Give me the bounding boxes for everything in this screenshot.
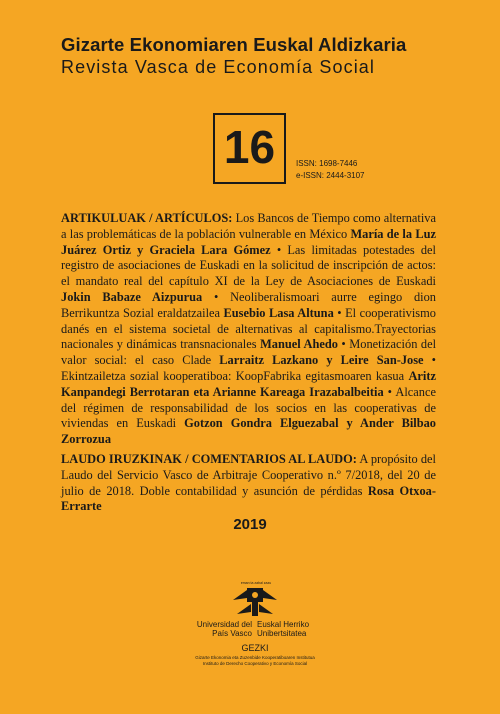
issn-block bbox=[296, 158, 365, 182]
journal-subtitle: Revista Vasca de Economía Social bbox=[61, 57, 376, 77]
article-authors: Manuel Ahedo bbox=[260, 337, 338, 352]
article-title: Neoliberalismoari aurre egingo dion Berrikuntza Sozial eraldatzailea bbox=[61, 289, 436, 320]
institute-name: GEZKI bbox=[241, 643, 269, 653]
article-title: El cooperativismo danés en el sistema societal de alternativas al capitalismo.Trayectorias nacionales y dinámicas transnacionales bbox=[61, 305, 436, 352]
article-authors: Jokin Babaze Aizpurua bbox=[61, 289, 203, 304]
article-authors: Aritz Kanpandegi Berrotaran eta Arianne Kareaga Irazabalbeitia bbox=[61, 368, 436, 399]
institute-desc-eu: Gizarte Ekonomia eta Zuzenbide Kooperatiboaren Institutua bbox=[195, 655, 315, 660]
article-title: Monetización del valor social: el caso Clade bbox=[61, 337, 437, 368]
publication-year: 2019 bbox=[233, 516, 267, 533]
article-authors: Eusebio Lasa Altuna bbox=[223, 305, 334, 320]
article-title: Las limitadas potestades del registro de asociaciones de Euskadi en la solicitud de inscripción de actos: el mandato real del capítulo XI de la Ley de Asociaciones de Euskadi bbox=[61, 242, 436, 289]
university-logo-block bbox=[190, 581, 320, 704]
comment-text: A propósito del Laudo del Servicio Vasco de Arbitraje Cooperativo n.º 7/2018, del 20 de julio de 2018. Doble contabilidad y asunción de pérdidas bbox=[61, 451, 436, 498]
issue-number: 16 bbox=[223, 121, 276, 173]
institute-description bbox=[180, 655, 330, 667]
journal-title: Gizarte Ekonomiaren Euskal Aldizkaria bbox=[61, 34, 407, 55]
article-authors: María de la Luz Juárez Ortiz y Graciela Lara Gómez bbox=[61, 226, 436, 257]
issn: ISSN: 1698-7446 bbox=[296, 159, 358, 168]
articles-section: ARTIKULUAK / ARTÍCULOS: Los Bancos de Tiempo como alternativa a las problemáticas de la población vulnerable en México María de la Luz Juárez Ortiz y Graciela Lara Gómez • Las limitadas potestades del registro de asociaciones de Euskadi en la solicitud de inscripción de actos: el mandato real del capítulo XI de la Ley de Asociaciones de Euskadi Jokin Babaze Aizpurua • Neoliberalismoari aurre egingo dion Berrikuntza Sozial eraldatzailea Eusebio Lasa Altuna • El cooperativismo danés en el sistema societal de alternativas al capitalismo.Trayectorias nacionales y dinámicas transnacionales Manuel Ahedo • Monetización del valor social: el caso Clade Larraitz Lazkano y Leire San-Jose • Ekintzailetza sozial kooperatiboa: KoopFabrika egitasmoaren kasua Aritz Kanpandegi Berrotaran eta Arianne Kareaga Irazabalbeitia • Alcance del régimen de responsabilidad de los socios en las cooperativas de viviendas en Euskadi Gotzon Gondra Elguezabal y Ander Bilbao Zorrozua bbox=[61, 211, 437, 447]
article-title: Los Bancos de Tiempo como alternativa a las problemáticas de la población vulnerable en México bbox=[61, 211, 436, 241]
comment-authors: Rosa Otxoa-Errarte bbox=[61, 483, 436, 514]
article-title: Ekintzailetza sozial kooperatiboa: KoopFabrika egitasmoaren kasua bbox=[61, 368, 405, 383]
article-authors: Gotzon Gondra Elguezabal y Ander Bilbao Zorrozua bbox=[61, 416, 436, 447]
issue-number-box bbox=[213, 113, 286, 184]
logo-motto: eman ta zabal zazu bbox=[240, 581, 272, 585]
article-title: Alcance del régimen de responsabilidad de los socios en las cooperativas de viviendas en Euskadi bbox=[61, 384, 436, 431]
institute-desc-es: Instituto de Derecho Cooperativo y Economía Social bbox=[202, 661, 308, 666]
university-name-eu: Euskal Herriko Unibertsitatea bbox=[257, 620, 310, 638]
university-name-es: Universidad del País Vasco bbox=[196, 620, 252, 638]
table-of-contents bbox=[61, 211, 436, 515]
comments-heading: LAUDO IRUZKINAK / COMENTARIOS AL LAUDO: bbox=[61, 451, 357, 466]
eissn: e-ISSN: 2444-3107 bbox=[296, 171, 365, 180]
university-tree-icon bbox=[231, 586, 279, 618]
article-authors: Larraitz Lazkano y Leire San-Jose bbox=[219, 353, 424, 368]
articles-heading: ARTIKULUAK / ARTÍCULOS: bbox=[61, 211, 233, 225]
comments-section bbox=[61, 452, 436, 515]
